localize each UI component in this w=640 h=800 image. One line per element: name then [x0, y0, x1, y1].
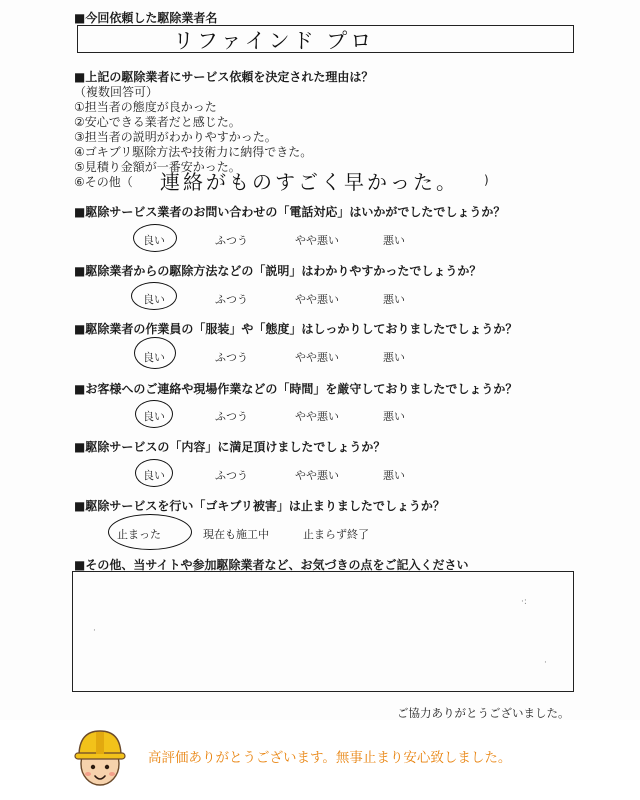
choice-good: 良い — [143, 410, 165, 423]
choice-not-stopped: 止まらず終了 — [303, 528, 369, 541]
selected-circle — [108, 514, 192, 550]
choice-bad: 悪い — [383, 293, 405, 306]
choice-normal: ふつう — [215, 293, 248, 306]
worker-mascot-icon — [70, 726, 130, 790]
choice-normal: ふつう — [215, 410, 248, 423]
company-question: ■今回依頼した駆除業者名 — [74, 11, 218, 25]
choice-slightly-bad: やや悪い — [295, 469, 339, 482]
comments-box — [72, 571, 574, 692]
choice-normal: ふつう — [215, 234, 248, 247]
choice-bad: 悪い — [383, 234, 405, 247]
choice-in-progress: 現在も施工中 — [203, 528, 269, 541]
choice-bad: 悪い — [383, 410, 405, 423]
choice-slightly-bad: やや悪い — [295, 293, 339, 306]
reason-option: ③担当者の説明がわかりやすかった。 — [74, 130, 277, 144]
choice-bad: 悪い — [383, 469, 405, 482]
review-footer — [0, 720, 640, 800]
reason-option: ⑤見積り金額が一番安かった。 — [74, 160, 241, 174]
selected-circle — [133, 224, 177, 252]
company-answer-box — [77, 25, 574, 53]
scan-speck: · — [93, 626, 96, 636]
selected-circle — [135, 400, 173, 428]
choice-bad: 悪い — [383, 351, 405, 364]
reason-option: ①担当者の態度が良かった — [74, 100, 217, 114]
result-question: ■駆除サービスを行い「ゴキブリ被害」は止まりましたでしょうか？ — [74, 499, 445, 513]
choice-good: 良い — [143, 293, 165, 306]
choice-normal: ふつう — [215, 351, 248, 364]
time-question: ■お客様へのご連絡や現場作業などの「時間」を厳守しておりましたでしょうか？ — [74, 382, 518, 396]
thanks-text: ご協力ありがとうございました。 — [397, 706, 570, 720]
satisfaction-question: ■駆除サービスの「内容」に満足頂けましたでしょうか？ — [74, 440, 386, 454]
company-answer: リファインド プロ — [173, 29, 375, 53]
choice-stopped: 止まった — [117, 528, 161, 541]
reason-question: ■上記の駆除業者にサービス依頼を決定された理由は？ — [74, 70, 374, 84]
choice-slightly-bad: やや悪い — [295, 410, 339, 423]
footer-message: 高評価ありがとうございます。無事止まり安心致しました。 — [148, 750, 512, 766]
selected-circle — [135, 459, 173, 487]
reason-option: ②安心できる業者だと感じた。 — [74, 115, 241, 129]
reason-option-other: ⑥その他（ — [74, 175, 133, 189]
choice-good: 良い — [143, 351, 165, 364]
choice-normal: ふつう — [215, 469, 248, 482]
choice-slightly-bad: やや悪い — [295, 351, 339, 364]
selected-circle — [131, 282, 177, 310]
reason-option: ④ゴキブリ駆除方法や技術力に納得できた。 — [74, 145, 313, 159]
reason-other-answer: 連絡がものすごく早かった。 — [160, 170, 459, 194]
selected-circle — [134, 337, 176, 369]
scan-speck: · — [544, 658, 547, 668]
choice-good: 良い — [143, 234, 165, 247]
attire-question: ■駆除業者の作業員の「服装」や「態度」はしっかりしておりましたでしょうか？ — [74, 322, 518, 336]
scan-speck: ·: — [521, 597, 527, 607]
comments-question: ■その他、当サイトや参加駆除業者など、お気づきの点をご記入ください — [74, 558, 469, 572]
phone-question: ■駆除サービス業者のお問い合わせの「電話対応」はいかがでしたでしょうか？ — [74, 205, 506, 219]
choice-good: 良い — [143, 469, 165, 482]
reason-other-close: ) — [484, 173, 489, 187]
choice-slightly-bad: やや悪い — [295, 234, 339, 247]
reason-note: （複数回答可） — [74, 85, 159, 99]
explanation-question: ■駆除業者からの駆除方法などの「説明」はわかりやすかったでしょうか？ — [74, 264, 482, 278]
